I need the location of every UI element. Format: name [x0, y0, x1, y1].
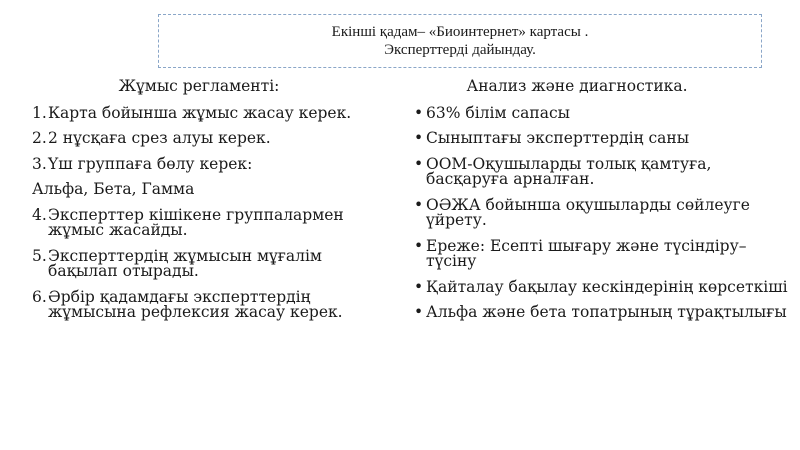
- item-number: 2.: [32, 129, 47, 147]
- bullet-icon: •: [414, 277, 424, 296]
- item-text: ОӘЖА бойынша оқушыларды сөйлеуге үйрету.: [426, 195, 750, 229]
- analysis-item: [412, 277, 792, 296]
- item-text: Альфа және бета топатрының тұрақтылығы: [426, 303, 787, 321]
- item-text: Сыныптағы эксперттердің саны: [426, 129, 690, 147]
- item-text: Ереже: Есепті шығару және түсіндіру– түсіну: [426, 236, 747, 270]
- item-text: 63% білім сапасы: [426, 103, 570, 122]
- analysis-heading: Анализ және диагностика.: [466, 77, 688, 95]
- bullet-icon: •: [414, 154, 424, 173]
- regulation-item: [32, 131, 396, 147]
- regulation-item: [32, 246, 396, 280]
- item-number: 1.: [32, 103, 47, 122]
- bullet-icon: •: [414, 303, 424, 321]
- analysis-column: [412, 79, 792, 331]
- regulations-heading: Жұмыс регламенті:: [118, 77, 280, 95]
- bullet-icon: •: [414, 129, 424, 147]
- item-text: 2 нұсқаға срез алуы керек.: [48, 129, 271, 147]
- item-text: Қайталау бақылау кескіндерінің көрсеткіші: [426, 277, 788, 296]
- analysis-item: [412, 103, 792, 122]
- analysis-item: [412, 305, 792, 321]
- item-text: Эксперттердің жұмысын мұғалім бақылап отырады.: [48, 246, 322, 280]
- title-line-1: Екінші қадам– «Биоинтернет» картасы .: [331, 24, 589, 40]
- bullet-icon: •: [414, 195, 424, 214]
- regulation-item: [32, 182, 396, 198]
- regulation-item: [32, 205, 396, 239]
- analysis-item: [412, 131, 792, 147]
- regulation-item: [32, 154, 396, 173]
- item-text: Үш группаға бөлу керек:: [48, 154, 253, 173]
- slide-title: [158, 14, 762, 68]
- regulation-item: [32, 103, 396, 122]
- title-line-2: Эксперттерді дайындау.: [384, 42, 536, 58]
- item-number: 5.: [32, 246, 47, 265]
- item-number: 6.: [32, 287, 47, 306]
- item-number: 4.: [32, 205, 47, 224]
- item-text: Альфа, Бета, Гамма: [32, 180, 195, 198]
- item-number: 3.: [32, 154, 47, 173]
- bullet-icon: •: [414, 103, 424, 122]
- item-text: ООМ-Оқушыларды толық қамтуға, басқаруға арналған.: [426, 154, 712, 188]
- item-text: Карта бойынша жұмыс жасау керек.: [48, 103, 352, 122]
- analysis-item: [412, 154, 792, 188]
- analysis-item: [412, 236, 792, 270]
- regulation-item: [32, 287, 396, 321]
- regulations-column: [32, 79, 396, 331]
- analysis-item: [412, 195, 792, 229]
- item-text: Әрбір қадамдағы эксперттердің жұмысына рефлексия жасау керек.: [48, 287, 343, 321]
- bullet-icon: •: [414, 236, 424, 255]
- item-text: Эксперттер кішікене группалармен жұмыс жасайды.: [48, 205, 344, 239]
